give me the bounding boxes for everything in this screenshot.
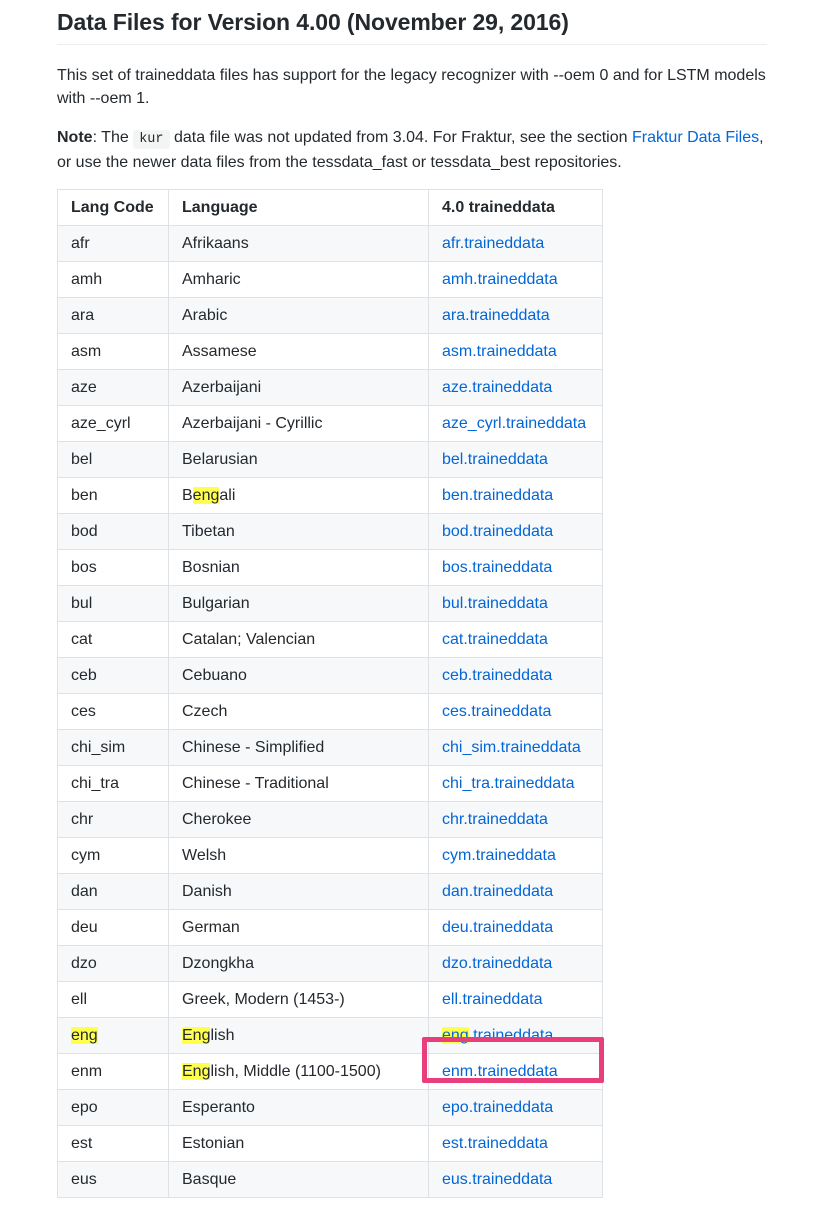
table-row: [58, 478, 603, 514]
traineddata-link[interactable]: ces.traineddata: [442, 702, 552, 720]
cell-code: epo: [58, 1090, 169, 1126]
cell-file: [429, 874, 603, 910]
traineddata-link[interactable]: ell.traineddata: [442, 990, 543, 1008]
table-row: [58, 442, 603, 478]
table-row: [58, 550, 603, 586]
traineddata-link[interactable]: chr.traineddata: [442, 810, 548, 828]
table-row: [58, 514, 603, 550]
traineddata-link[interactable]: aze.traineddata: [442, 378, 553, 396]
table-row: [58, 334, 603, 370]
cell-language: Catalan; Valencian: [169, 622, 429, 658]
cell-language: Greek, Modern (1453-): [169, 982, 429, 1018]
cell-code: bul: [58, 586, 169, 622]
table-row: [58, 586, 603, 622]
traineddata-link[interactable]: afr.traineddata: [442, 234, 545, 252]
cell-file: [429, 406, 603, 442]
cell-file: [429, 658, 603, 694]
cell-code: dzo: [58, 946, 169, 982]
table-row: [58, 1090, 603, 1126]
cell-language: Arabic: [169, 298, 429, 334]
table-row: [58, 910, 603, 946]
cell-language: Chinese - Traditional: [169, 766, 429, 802]
table-row: [58, 1126, 603, 1162]
cell-language: Afrikaans: [169, 226, 429, 262]
table-row: [58, 766, 603, 802]
cell-file: [429, 550, 603, 586]
language-text-post: lish, Middle (1100-1500): [210, 1062, 381, 1080]
cell-file: [429, 262, 603, 298]
cell-code: afr: [58, 226, 169, 262]
cell-file: [429, 694, 603, 730]
traineddata-link[interactable]: aze_cyrl.traineddata: [442, 414, 587, 432]
file-text-post: .traineddata: [468, 1026, 554, 1044]
cell-language: Azerbaijani: [169, 370, 429, 406]
cell-code: bel: [58, 442, 169, 478]
table-row: [58, 730, 603, 766]
cell-code: eus: [58, 1162, 169, 1198]
cell-file: [429, 982, 603, 1018]
cell-code: bos: [58, 550, 169, 586]
cell-language: Cherokee: [169, 802, 429, 838]
traineddata-link[interactable]: cym.traineddata: [442, 846, 556, 864]
cell-language: Cebuano: [169, 658, 429, 694]
cell-language: Assamese: [169, 334, 429, 370]
table-row: [58, 622, 603, 658]
cell-file: [429, 1018, 603, 1054]
cell-file: [429, 226, 603, 262]
cell-code: amh: [58, 262, 169, 298]
cell-code: ben: [58, 478, 169, 514]
traineddata-link[interactable]: est.traineddata: [442, 1134, 548, 1152]
traineddata-link[interactable]: chi_tra.traineddata: [442, 774, 575, 792]
cell-language: Chinese - Simplified: [169, 730, 429, 766]
search-highlight: Eng: [182, 1026, 211, 1044]
table-row: [58, 1054, 603, 1090]
fraktur-data-files-link[interactable]: Fraktur Data Files: [631, 129, 760, 146]
traineddata-link[interactable]: asm.traineddata: [442, 342, 557, 360]
traineddata-link[interactable]: eus.traineddata: [442, 1170, 553, 1188]
cell-language: Bulgarian: [169, 586, 429, 622]
cell-language: Danish: [169, 874, 429, 910]
cell-file: [429, 730, 603, 766]
cell-file: [429, 802, 603, 838]
table-row: [58, 1018, 603, 1054]
cell-code: cat: [58, 622, 169, 658]
table-row: [58, 298, 603, 334]
traineddata-link[interactable]: enm.traineddata: [442, 1062, 558, 1080]
cell-language: Esperanto: [169, 1090, 429, 1126]
traineddata-link[interactable]: cat.traineddata: [442, 630, 548, 648]
cell-code: dan: [58, 874, 169, 910]
markdown-body: [57, 0, 767, 1188]
search-highlight: eng: [192, 486, 220, 504]
cell-language: Belarusian: [169, 442, 429, 478]
cell-file: [429, 1162, 603, 1198]
table-row: [58, 838, 603, 874]
cell-language: Amharic: [169, 262, 429, 298]
cell-code: chr: [58, 802, 169, 838]
cell-language: [169, 1054, 429, 1090]
traineddata-link[interactable]: ben.traineddata: [442, 486, 554, 504]
language-text-post: lish: [210, 1026, 235, 1044]
table-row: [58, 874, 603, 910]
cell-file: [429, 514, 603, 550]
header-traineddata: 4.0 traineddata: [429, 190, 603, 226]
traineddata-link[interactable]: amh.traineddata: [442, 270, 558, 288]
traineddata-link[interactable]: deu.traineddata: [442, 918, 554, 936]
cell-code: aze: [58, 370, 169, 406]
traineddata-link[interactable]: ceb.traineddata: [442, 666, 553, 684]
cell-code: chi_sim: [58, 730, 169, 766]
cell-language: Dzongkha: [169, 946, 429, 982]
cell-language: Estonian: [169, 1126, 429, 1162]
cell-code: ces: [58, 694, 169, 730]
table-row: [58, 694, 603, 730]
intro-paragraph: This set of traineddata files has support for the legacy recognizer with --oem 0 and for LSTM models with --oem 1.: [57, 67, 766, 107]
cell-file: [429, 442, 603, 478]
language-text-post: ali: [219, 486, 236, 504]
table-row: [58, 946, 603, 982]
language-text-pre: B: [182, 486, 193, 504]
cell-code: enm: [58, 1054, 169, 1090]
search-highlight: eng: [442, 1026, 469, 1044]
table-row: [58, 262, 603, 298]
page-heading: Data Files for Version 4.00 (November 29, 2016): [57, 0, 767, 45]
table-row: [58, 802, 603, 838]
cell-code: deu: [58, 910, 169, 946]
traineddata-link[interactable]: epo.traineddata: [442, 1098, 554, 1116]
traineddata-link[interactable]: bod.traineddata: [442, 522, 554, 540]
cell-language: Welsh: [169, 838, 429, 874]
cell-file: [429, 946, 603, 982]
cell-code: aze_cyrl: [58, 406, 169, 442]
traineddata-link[interactable]: bel.traineddata: [442, 450, 548, 468]
cell-code: ceb: [58, 658, 169, 694]
cell-file: [429, 766, 603, 802]
table-row: [58, 226, 603, 262]
cell-code: chi_tra: [58, 766, 169, 802]
traineddata-table: [57, 189, 603, 1198]
cell-code: ara: [58, 298, 169, 334]
traineddata-link[interactable]: dan.traineddata: [442, 882, 554, 900]
note-label: Note: [57, 129, 93, 146]
header-lang-code: Lang Code: [58, 190, 169, 226]
traineddata-link[interactable]: dzo.traineddata: [442, 954, 553, 972]
cell-file: [429, 298, 603, 334]
cell-code: est: [58, 1126, 169, 1162]
cell-code: cym: [58, 838, 169, 874]
traineddata-link[interactable]: chi_sim.traineddata: [442, 738, 581, 756]
table-body: [58, 226, 603, 1198]
traineddata-link[interactable]: ara.traineddata: [442, 306, 550, 324]
note-text-colon: : The: [92, 129, 134, 146]
traineddata-link[interactable]: bul.traineddata: [442, 594, 548, 612]
cell-language: [169, 1018, 429, 1054]
cell-code: [58, 1018, 169, 1054]
table-row: [58, 370, 603, 406]
cell-file: [429, 622, 603, 658]
cell-language: Tibetan: [169, 514, 429, 550]
note-paragraph: [57, 126, 767, 174]
cell-file: [429, 478, 603, 514]
cell-file: [429, 1054, 603, 1090]
cell-language: Czech: [169, 694, 429, 730]
traineddata-link[interactable]: bos.traineddata: [442, 558, 553, 576]
note-text-2: , or use the newer data files from the tessdata_fast or tessdata_best repositories.: [57, 129, 764, 171]
cell-file: [429, 1126, 603, 1162]
cell-file: [429, 370, 603, 406]
cell-file: [429, 586, 603, 622]
traineddata-link[interactable]: [442, 1027, 553, 1044]
cell-file: [429, 838, 603, 874]
table-header-row: [58, 190, 603, 226]
table-row: [58, 406, 603, 442]
cell-file: [429, 910, 603, 946]
cell-file: [429, 1090, 603, 1126]
kur-code: kur: [133, 130, 169, 149]
cell-code: bod: [58, 514, 169, 550]
cell-file: [429, 334, 603, 370]
cell-language: Basque: [169, 1162, 429, 1198]
table-row: [58, 658, 603, 694]
cell-language: German: [169, 910, 429, 946]
note-text-1: data file was not updated from 3.04. For Fraktur, see the section: [169, 129, 632, 146]
table-row: [58, 982, 603, 1018]
search-highlight: Eng: [182, 1062, 211, 1080]
cell-language: [169, 478, 429, 514]
cell-language: Azerbaijani - Cyrillic: [169, 406, 429, 442]
cell-language: Bosnian: [169, 550, 429, 586]
search-highlight: eng: [71, 1026, 98, 1044]
table-row: [58, 1162, 603, 1198]
cell-code: ell: [58, 982, 169, 1018]
cell-code: asm: [58, 334, 169, 370]
header-language: Language: [169, 190, 429, 226]
